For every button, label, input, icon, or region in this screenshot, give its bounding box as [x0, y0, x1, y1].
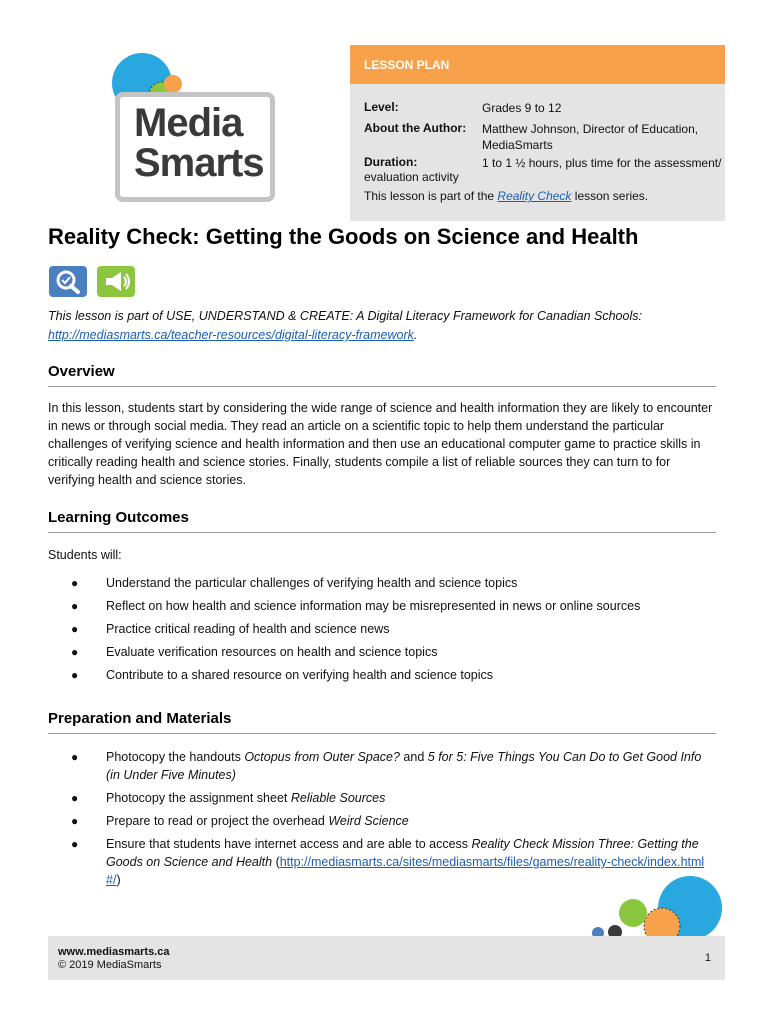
bullet-icon: ●	[71, 791, 79, 805]
footer-site: www.mediasmarts.ca	[58, 946, 170, 958]
logo-word-smarts: Smarts	[134, 141, 264, 185]
outcomes-list	[48, 574, 716, 689]
game-title: Reality Check Mission Three: Getting the Goods on Science and Health	[106, 837, 699, 869]
list-item	[48, 748, 716, 784]
handout-title: 5 for 5: Five Things You Can Do to Get Good Info (in Under Five Minutes)	[106, 750, 702, 782]
level-value: Grades 9 to 12	[482, 101, 562, 115]
duration-cont: evaluation activity	[364, 170, 459, 184]
author-value	[482, 121, 698, 153]
page-footer	[48, 936, 725, 980]
outcome-text: Contribute to a shared resource on verifying health and science topics	[106, 668, 494, 682]
duration-label: Duration:	[364, 155, 418, 169]
game-link[interactable]: http://mediasmarts.ca/sites/mediasmarts/files/games/reality-check/index.html#/	[106, 855, 705, 887]
list-item	[48, 666, 716, 684]
duration-value: 1 to 1 ½ hours, plus time for the assessment/	[482, 156, 722, 170]
series-post: lesson series.	[571, 189, 649, 203]
framework-end: .	[413, 328, 418, 342]
outcome-text: Practice critical reading of health and science news	[106, 622, 390, 636]
page-number: 1	[704, 952, 711, 964]
list-item	[48, 643, 716, 661]
megaphone-icon	[97, 266, 135, 297]
decorative-circles-icon	[580, 870, 725, 938]
preparation-heading: Preparation and Materials	[48, 710, 232, 727]
outcome-text: Understand the particular challenges of verifying health and science topics	[106, 576, 518, 590]
prep-text: (	[272, 855, 280, 869]
outcomes-heading: Learning Outcomes	[48, 509, 189, 526]
lesson-title: Reality Check: Getting the Goods on Science and Health	[48, 224, 639, 249]
bullet-icon: ●	[71, 622, 79, 636]
list-item	[48, 812, 716, 830]
prep-text: )	[116, 873, 121, 887]
bullet-icon: ●	[71, 814, 79, 828]
list-item	[48, 597, 716, 615]
use-badge	[49, 266, 87, 297]
author-label: About the Author:	[364, 121, 467, 135]
bullet-icon: ●	[71, 576, 79, 590]
lesson-plan-info	[350, 84, 725, 221]
footer-copyright: © 2019 MediaSmarts	[58, 959, 162, 971]
framework-note	[48, 307, 718, 345]
framework-text: This lesson is part of USE, UNDERSTAND & CREATE: A Digital Literacy Framework for Canadian Schools:	[48, 309, 642, 323]
bullet-icon: ●	[71, 837, 79, 851]
prep-text: Ensure that students have internet access and are able to access	[106, 837, 472, 851]
assignment-title: Reliable Sources	[290, 791, 386, 805]
prep-text: Prepare to read or project the overhead	[106, 814, 329, 828]
mediasmarts-logo	[110, 48, 275, 198]
lesson-plan-header	[350, 45, 725, 84]
framework-link[interactable]: http://mediasmarts.ca/teacher-resources/digital-literacy-framework	[48, 328, 414, 342]
prep-text: and	[399, 750, 428, 764]
overview-divider	[48, 386, 716, 387]
create-badge	[97, 266, 135, 297]
prep-text: Photocopy the assignment sheet	[106, 791, 291, 805]
list-item	[48, 620, 716, 638]
level-label: Level:	[364, 100, 399, 114]
logo-word-media: Media	[134, 101, 243, 145]
handout-title: Octopus from Outer Space?	[244, 750, 400, 764]
bullet-icon: ●	[71, 599, 79, 613]
preparation-divider	[48, 733, 716, 734]
bullet-icon: ●	[71, 668, 79, 682]
series-pre: This lesson is part of the	[364, 189, 498, 203]
outcome-text: Evaluate verification resources on health and science topics	[106, 645, 438, 659]
list-item	[48, 574, 716, 592]
outcomes-divider	[48, 532, 716, 533]
series-note	[364, 189, 648, 203]
outcome-text: Reflect on how health and science information may be misrepresented in news or online sources	[106, 599, 641, 613]
bullet-icon: ●	[71, 645, 79, 659]
author-org: MediaSmarts	[482, 138, 553, 152]
check-search-icon	[49, 266, 87, 297]
logo-frame	[115, 92, 275, 202]
list-item	[48, 789, 716, 807]
overhead-title: Weird Science	[328, 814, 409, 828]
series-link[interactable]: Reality Check	[497, 189, 572, 203]
outcomes-lead: Students will:	[48, 548, 122, 562]
author-name: Matthew Johnson, Director of Education,	[482, 122, 699, 136]
overview-body: In this lesson, students start by considering the wide range of science and health information they are likely to encounter in news or through social media. They read an article on a scientific topic to help them understand the particular challenges of verifying science and health information and then use an educational computer game to practice skills in critically reading health and science stories. Finally, students compile a list of reliable sources they can turn to for verifying health and science stories.	[48, 401, 713, 487]
bullet-icon: ●	[71, 750, 79, 764]
overview-heading: Overview	[48, 363, 115, 380]
lesson-plan-label: LESSON PLAN	[364, 58, 450, 72]
prep-text: Photocopy the handouts	[106, 750, 245, 764]
